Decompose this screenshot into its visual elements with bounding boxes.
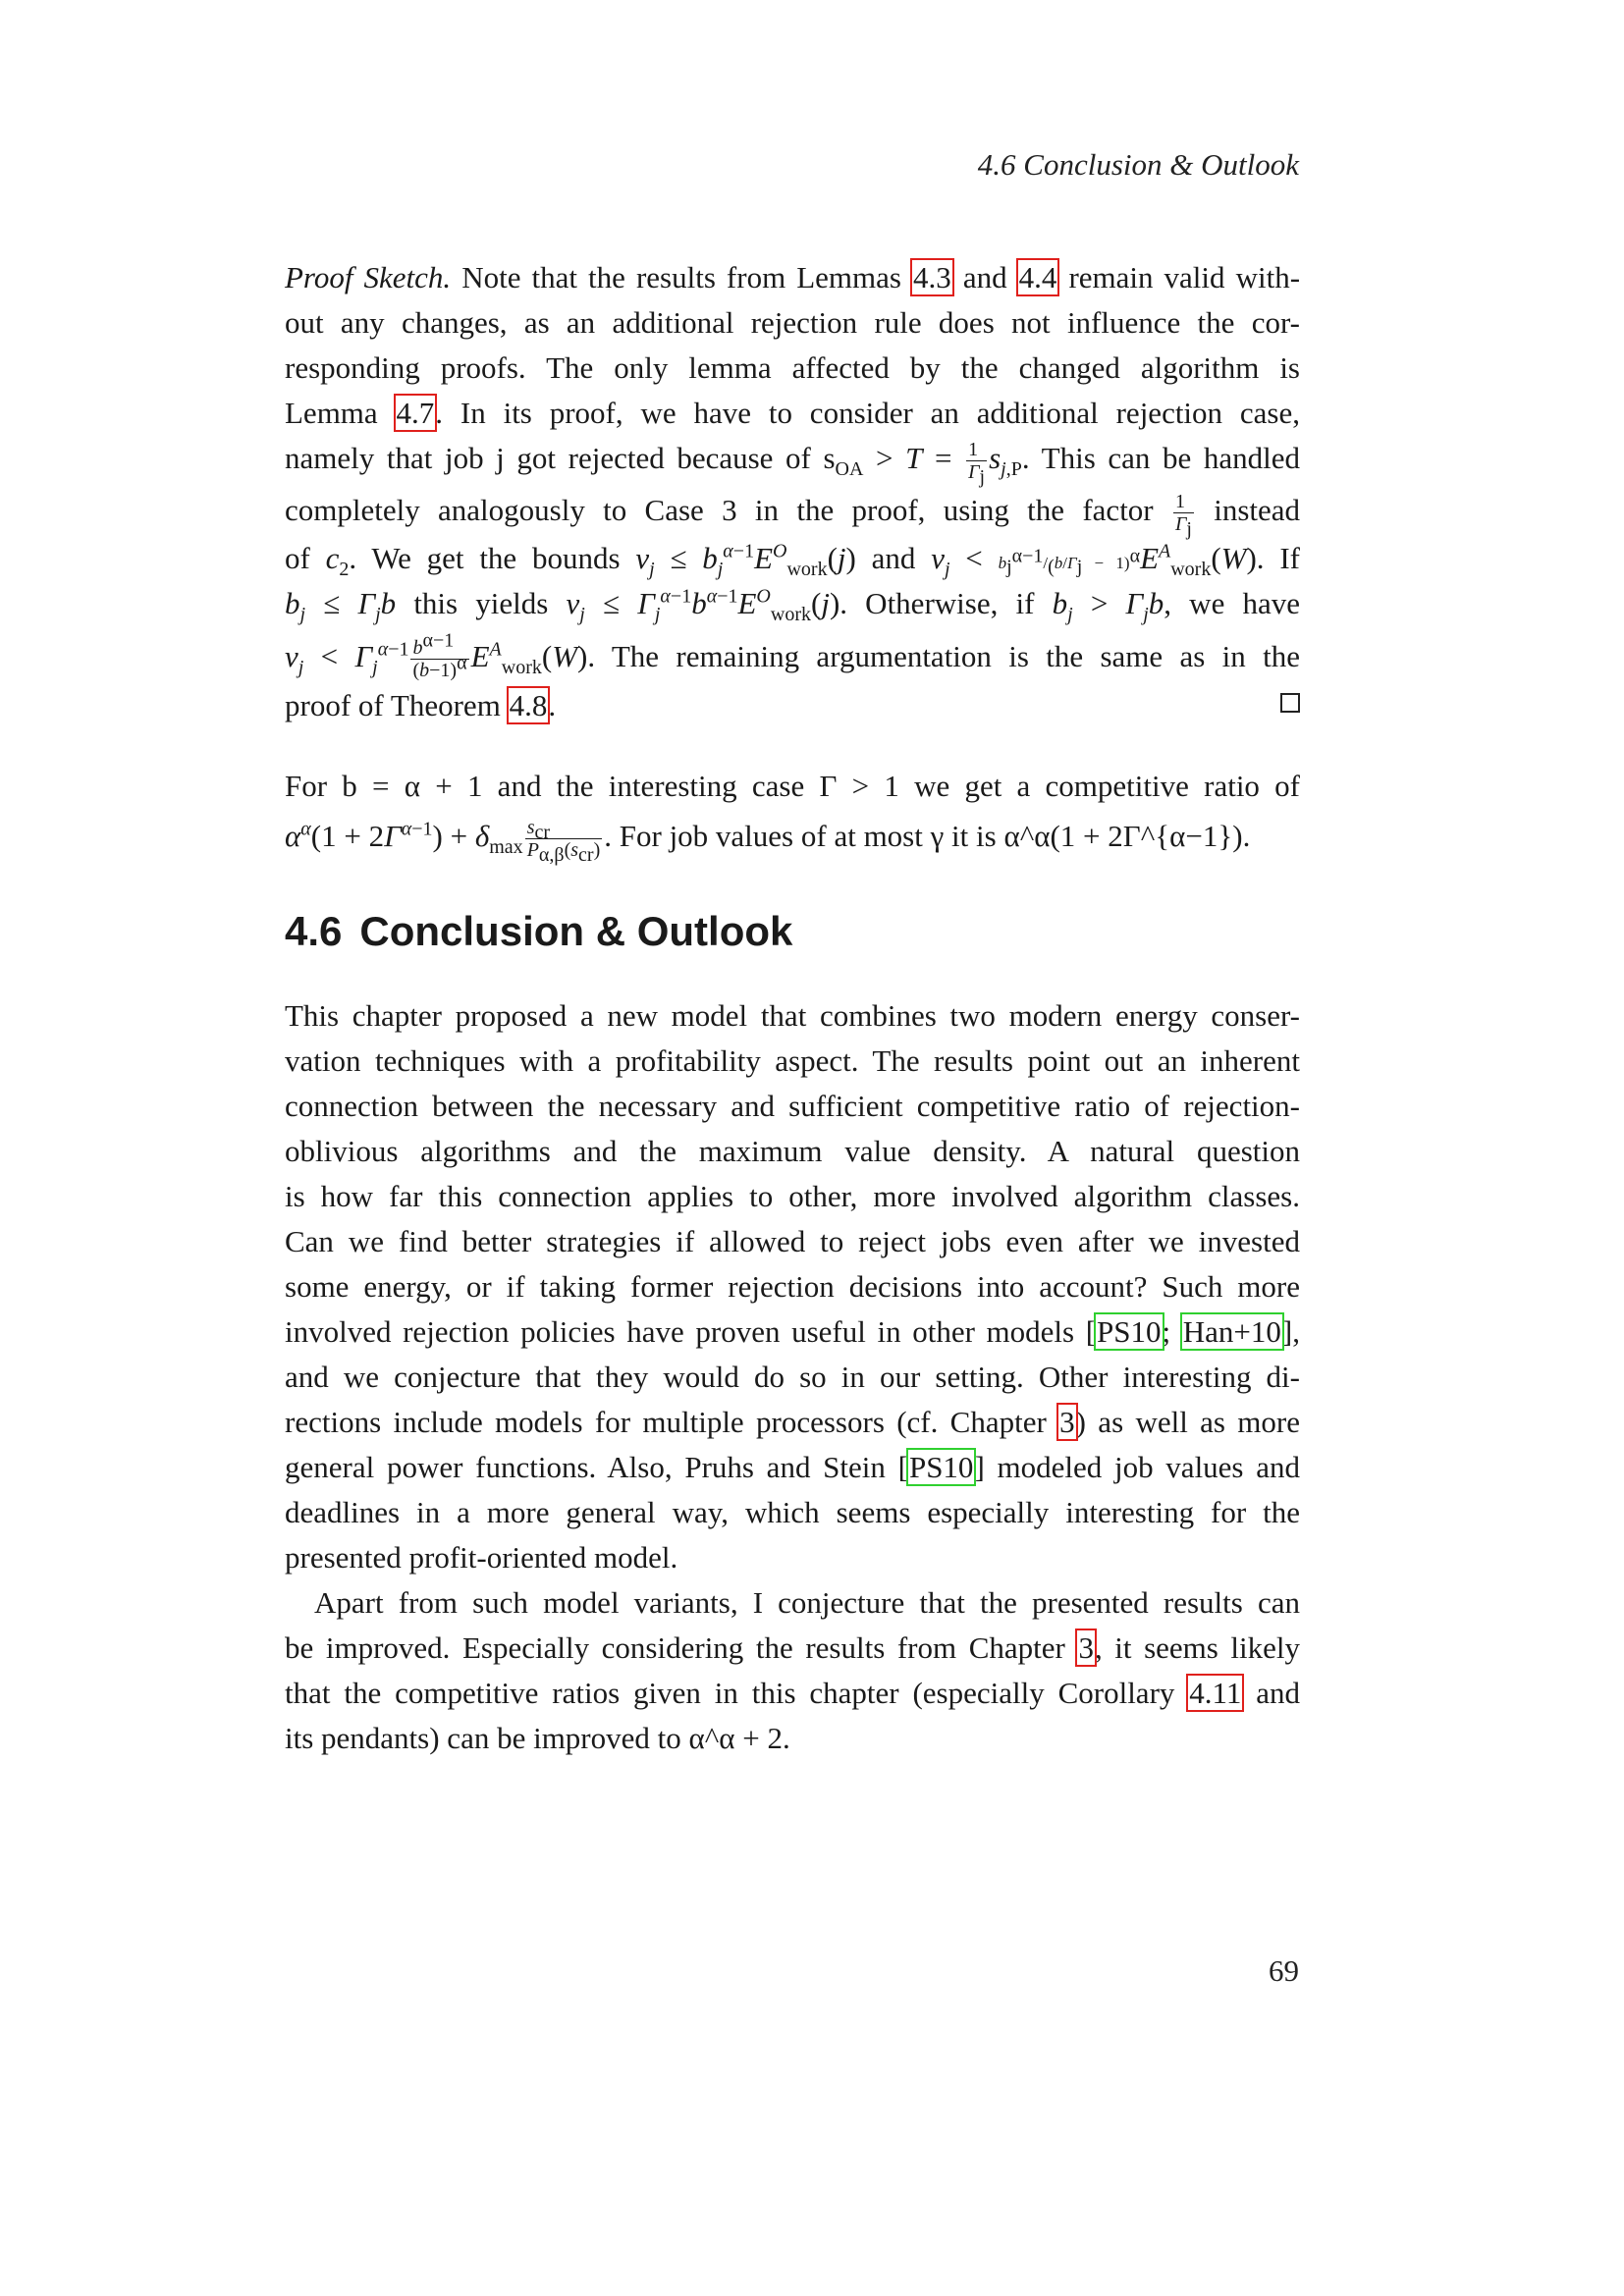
text: rections include models for multiple processors (cf. Chapter	[285, 1405, 1047, 1439]
text: . In its proof, we have to consider an additional rejection case,	[435, 396, 1300, 430]
body-line-chapter-ref	[285, 1626, 1300, 1671]
text: and	[1256, 1676, 1301, 1710]
body-line-chapter-ref	[285, 1400, 1300, 1445]
section-number: 4.6	[285, 908, 343, 954]
fraction-one-over-gamma: $\frac{1}{\Gamma_j}$	[968, 439, 986, 489]
text: Lemma	[285, 396, 378, 430]
text: instead	[1214, 493, 1301, 527]
body-line: connection between the necessary and sufficient competitive ratio of rejection-	[285, 1089, 1300, 1123]
text: ;	[1162, 1314, 1182, 1349]
body-line: vation techniques with a profitability aspect. The results point out an inherent	[285, 1043, 1300, 1078]
proof-line-4	[285, 391, 1300, 436]
text: ] modeled job values and	[974, 1450, 1300, 1484]
proof-sketch	[285, 255, 1300, 728]
body-line: Apart from such model variants, I conjecture that the presented results can	[314, 1585, 1300, 1620]
proof-line-3: responding proofs. The only lemma affected by the changed algorithm is	[285, 350, 1300, 385]
text: general power functions. Also, Pruhs and Stein [	[285, 1450, 908, 1484]
text: . For job values of at most γ it is α^α(1 + 2Γ^{α−1}).	[604, 819, 1251, 853]
body-line: presented profit-oriented model.	[285, 1540, 678, 1575]
body-line: Can we find better strategies if allowed to reject jobs even after we invested	[285, 1224, 1300, 1258]
text: The remaining argumentation is the same as in the	[611, 639, 1301, 673]
text: namely that job j got rejected because of s	[285, 441, 836, 475]
body-line-corollary-ref	[285, 1671, 1300, 1716]
body-line: its pendants) can be improved to α^α + 2.	[285, 1721, 790, 1755]
chapter-ref-3[interactable]: 3	[1059, 1405, 1075, 1439]
fraction-b-power: $\frac{b^{\alpha-1}}{(b-1)^\alpha}$	[412, 629, 467, 682]
text: , it seems likely	[1094, 1630, 1301, 1665]
text: remain valid with-	[1068, 260, 1301, 294]
text: Note that the results from Lemmas	[461, 260, 901, 294]
proof-line-9: $v_j < \Gamma_j^{\alpha-1}$ $\frac{b^{\alpha-1}}{(b-1)^\alpha}$ $E^A_{work}(W)$. The remaining argumentation is the same as in the	[285, 629, 1301, 682]
text: .	[548, 688, 557, 722]
corollary-ref-4-11[interactable]: 4.11	[1189, 1676, 1242, 1710]
ratio-line-2: $\alpha^\alpha(1 + 2\Gamma^{\alpha-1}) + \delta_{max}$ $\frac{s_{cr}}{P_{\alpha,\beta}(s_{cr})}$ . For job values of at most γ it is α^α(1 + 2Γ^{α−1}).	[285, 817, 1251, 867]
text: proof of Theorem	[285, 688, 501, 722]
body-line: some energy, or if taking former rejection decisions into account? Such more	[285, 1269, 1300, 1304]
text: . This can be handled	[1021, 441, 1301, 475]
citation-ps10-b[interactable]: PS10	[908, 1450, 974, 1484]
body-line: oblivious algorithms and the maximum value density. A natural question	[285, 1134, 1300, 1168]
lemma-ref-4-7[interactable]: 4.7	[396, 396, 435, 430]
chapter-ref-3-b[interactable]: 3	[1078, 1630, 1094, 1665]
proof-label: Proof Sketch.	[285, 260, 452, 294]
text: that the competitive ratios given in this chapter (especially Corollary	[285, 1676, 1175, 1710]
text: ) as well as more	[1075, 1405, 1300, 1439]
fraction-scr: $\frac{s_{cr}}{P_{\alpha,\beta}(s_{cr})}$	[526, 817, 601, 867]
running-head: 4.6 Conclusion & Outlook	[977, 147, 1299, 182]
section-heading	[285, 908, 792, 955]
body-line: and we conjecture that they would do so in our setting. Other interesting di-	[285, 1360, 1300, 1394]
page-number: 69	[1269, 1953, 1299, 1988]
citation-ps10[interactable]: PS10	[1097, 1314, 1162, 1349]
section-title: Conclusion & Outlook	[359, 908, 793, 954]
proof-line-6	[285, 481, 1301, 541]
ratio-paragraph	[285, 764, 1300, 867]
qed-box	[1280, 693, 1300, 713]
text: involved rejection policies have proven useful in other models [	[285, 1314, 1097, 1349]
proof-line-2: out any changes, as an additional rejection rule does not influence the cor-	[285, 305, 1300, 340]
proof-line-10	[285, 683, 1300, 728]
proof-line-8: $b_j \le \Gamma_jb$ this yields $v_j \le \Gamma_j^{\alpha-1}b^{\alpha-1}E^O_{work}(j)$. Otherwise, if $b_j > \Gamma_jb$, we have	[285, 585, 1301, 626]
citation-han10[interactable]: Han+10	[1182, 1314, 1281, 1349]
text: ],	[1281, 1314, 1300, 1349]
body-paragraph-1	[285, 993, 1300, 1580]
body-line: is how far this connection applies to other, more involved algorithm classes.	[285, 1179, 1300, 1213]
fraction-one-over-gamma-j: $\frac{1}{\Gamma_j}$	[1174, 491, 1192, 541]
body-paragraph-2	[285, 1580, 1300, 1761]
body-line: This chapter proposed a new model that combines two modern energy conser-	[285, 998, 1300, 1033]
text: completely analogously to Case 3 in the proof, using the factor	[285, 493, 1154, 527]
body-line-citations	[285, 1309, 1300, 1355]
proof-line-1	[285, 255, 1300, 300]
proof-line-7: of $c_2$. We get the bounds $v_j \le b_j^{\alpha-1}E^O_{work}(j)$ and $v_j < b_j^{\alpha-1}/_(b/\Gamma_j - 1)^\alpha E^A_{work}(W)$. If	[285, 540, 1300, 581]
text: and	[962, 260, 1007, 294]
text: be improved. Especially considering the results from Chapter	[285, 1630, 1065, 1665]
lemma-ref-4-4[interactable]: 4.4	[1018, 260, 1057, 294]
proof-line-5: namely that job j got rejected because of $s_{OA} > T$ = $\frac{1}{\Gamma_j}$ $s_{j,P}$. This can be handled	[285, 439, 1301, 489]
body-line-citation	[285, 1445, 1300, 1490]
ratio-line-1: For b = α + 1 and the interesting case Γ > 1 we get a competitive ratio of	[285, 769, 1300, 803]
lemma-ref-4-3[interactable]: 4.3	[913, 260, 951, 294]
body-line: deadlines in a more general way, which seems especially interesting for the	[285, 1495, 1300, 1529]
theorem-ref-4-8[interactable]: 4.8	[509, 688, 548, 722]
